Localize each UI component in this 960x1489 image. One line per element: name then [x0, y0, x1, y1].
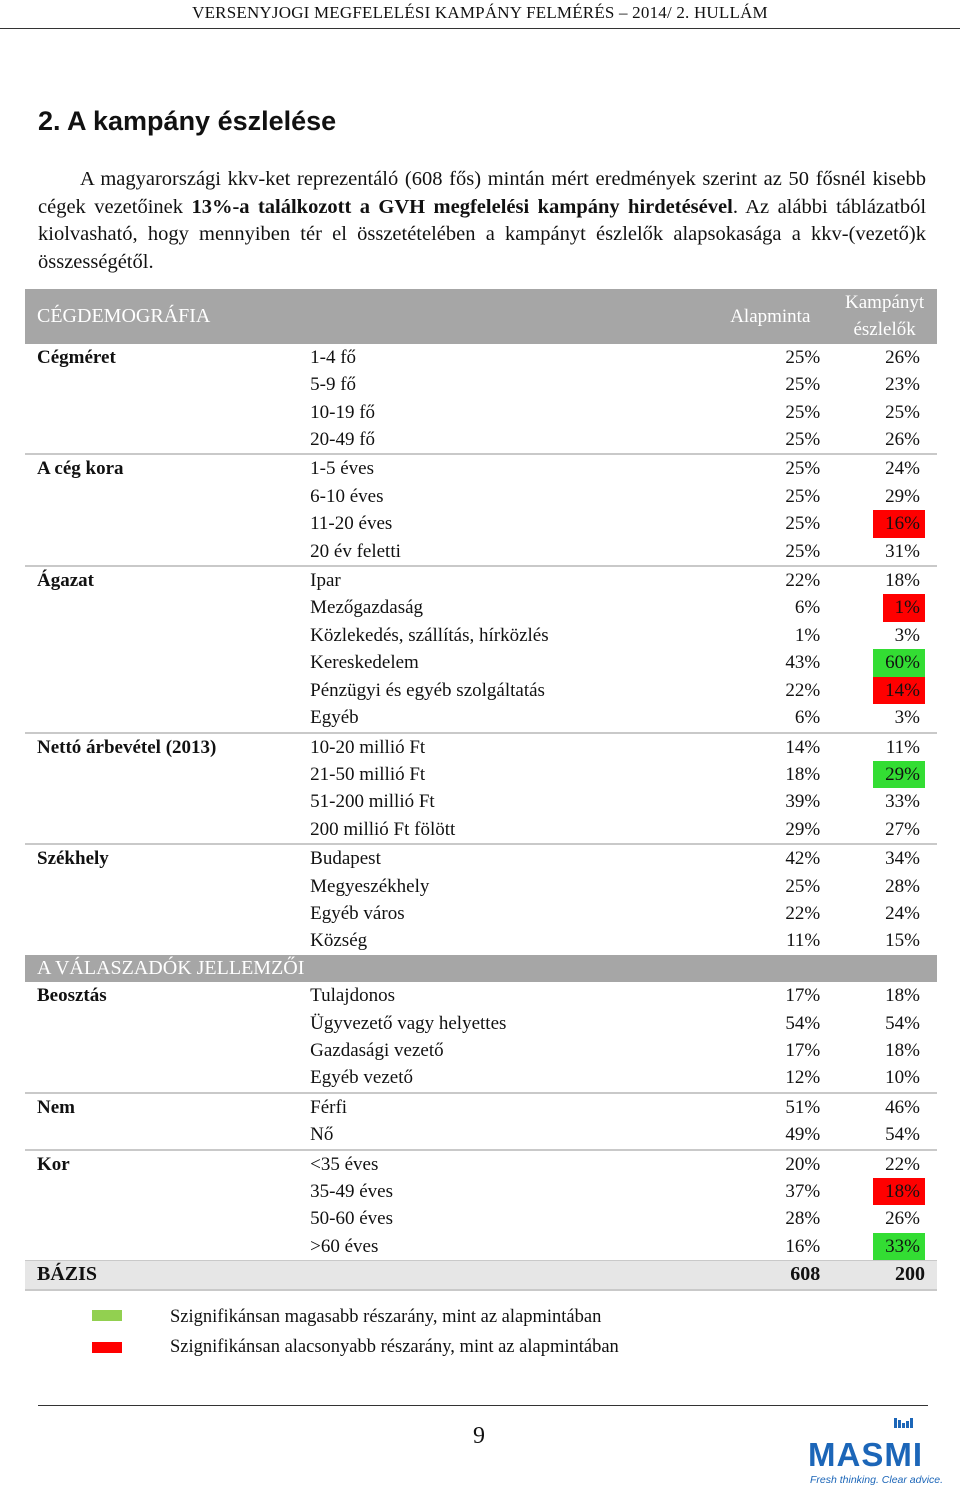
row-category — [25, 594, 298, 621]
row-seen-value: 18% — [885, 1039, 920, 1061]
row-seen-cell — [832, 344, 937, 371]
row-category: Nettó árbevétel (2013) — [25, 733, 298, 761]
row-seen-value: 22% — [885, 1153, 920, 1175]
row-label: Tulajdonos — [310, 985, 395, 1007]
demographics-table — [25, 289, 937, 1291]
logo-wordmark: MASMI — [808, 1436, 923, 1473]
row-seen-cell — [832, 483, 937, 510]
table-header-seen-line2: észlelők — [853, 319, 916, 341]
row-category — [25, 622, 298, 649]
legend-green-arrow-icon — [122, 1310, 132, 1320]
row-label: 1-4 fő — [310, 346, 357, 368]
row-base-value: 18% — [785, 763, 821, 785]
subheader-filler — [708, 955, 937, 982]
row-base-value: 17% — [785, 1039, 821, 1061]
row-label: Nő — [310, 1124, 334, 1146]
row-label: 11-20 éves — [310, 513, 393, 535]
page-number: 9 — [473, 1423, 485, 1449]
row-seen-cell — [832, 927, 937, 954]
row-seen-value: 60% — [873, 649, 925, 676]
table-row — [25, 816, 937, 844]
legend-red-arrow-icon — [122, 1342, 132, 1352]
running-header: VERSENYJOGI MEGFELELÉSI KAMPÁNY FELMÉRÉS – 2014/ 2. HULLÁM — [0, 0, 960, 29]
row-seen-value: 54% — [885, 1124, 920, 1146]
row-base-value: 25% — [785, 401, 821, 423]
row-base-value: 25% — [785, 374, 821, 396]
table-row — [25, 566, 937, 594]
row-category: Kor — [25, 1150, 298, 1178]
basis-base: 608 — [708, 1261, 832, 1290]
table-row — [25, 454, 937, 482]
row-label: Budapest — [298, 844, 708, 872]
row-base-value: 25% — [785, 429, 821, 451]
row-seen-cell — [832, 538, 937, 566]
row-seen-cell — [832, 788, 937, 815]
row-seen-cell — [832, 454, 937, 482]
row-seen-cell — [832, 1178, 937, 1205]
table-row — [25, 900, 937, 927]
row-base-value: 14% — [708, 733, 832, 761]
row-base-value: 49% — [785, 1124, 821, 1146]
row-category — [25, 1121, 298, 1149]
row-seen-cell — [832, 1205, 937, 1232]
row-seen-value: 14% — [873, 677, 925, 704]
row-seen-cell — [832, 510, 937, 537]
row-seen-cell — [832, 649, 937, 676]
row-label: Ipar — [298, 566, 708, 594]
row-base-value: 6% — [794, 707, 821, 729]
row-label: Pénzügyi és egyéb szolgáltatás — [310, 679, 545, 701]
row-seen-cell — [832, 733, 937, 761]
row-seen-value: 11% — [885, 736, 920, 758]
row-seen-cell — [832, 371, 937, 398]
paragraph-bold: 13%-a találkozott a GVH megfelelési kampány hirdetésével — [191, 195, 733, 218]
table-row — [25, 399, 937, 426]
row-category: Nem — [25, 1093, 298, 1121]
basis-row — [25, 1261, 937, 1290]
row-seen-value: 29% — [873, 761, 925, 788]
row-base-value: 6% — [794, 597, 821, 619]
table-row — [25, 844, 937, 872]
row-category — [25, 704, 298, 732]
row-seen-value: 26% — [885, 346, 920, 368]
row-label: 10-20 millió Ft — [298, 733, 708, 761]
row-base-value: 42% — [708, 844, 832, 872]
table-row — [25, 538, 937, 566]
row-seen-value: 27% — [885, 818, 920, 840]
row-label: Gazdasági vezető — [310, 1039, 444, 1061]
row-label: Ügyvezető vagy helyettes — [310, 1012, 507, 1034]
row-category: Ágazat — [25, 566, 298, 594]
row-base-value: 25% — [785, 346, 821, 368]
table-header-seen — [832, 289, 937, 344]
table-row — [25, 344, 937, 371]
row-category — [25, 1205, 298, 1232]
row-seen-value: 24% — [885, 902, 920, 924]
row-seen-cell — [832, 816, 937, 844]
table-row — [25, 927, 937, 954]
row-seen-value: 23% — [885, 374, 920, 396]
row-category — [25, 788, 298, 815]
row-category — [25, 426, 298, 454]
demographics-table-body — [25, 289, 937, 1290]
row-label: 6-10 éves — [310, 485, 384, 507]
row-seen-value: 34% — [885, 848, 920, 870]
row-seen-cell — [832, 900, 937, 927]
row-label: 21-50 millió Ft — [310, 763, 426, 785]
row-base-value: 25% — [708, 454, 832, 482]
basis-label: BÁZIS — [25, 1261, 708, 1290]
row-label: 51-200 millió Ft — [310, 791, 435, 813]
row-seen-cell — [832, 566, 937, 594]
row-seen-value: 33% — [885, 791, 920, 813]
row-base-value: 17% — [785, 985, 821, 1007]
row-seen-value: 46% — [885, 1096, 920, 1118]
table-row — [25, 510, 937, 537]
row-category: Székhely — [25, 844, 298, 872]
table-row — [25, 1010, 937, 1037]
row-seen-cell — [832, 1150, 937, 1178]
row-label: Kereskedelem — [310, 652, 419, 674]
legend-green-swatch — [92, 1310, 122, 1321]
row-base-value: 11% — [786, 930, 821, 952]
row-base-value: 12% — [785, 1067, 821, 1089]
table-row — [25, 761, 937, 788]
row-category: Beosztás — [37, 985, 107, 1007]
row-label: 20-49 fő — [310, 429, 376, 451]
row-base-value: 43% — [785, 652, 821, 674]
row-seen-cell — [832, 1121, 937, 1149]
row-category — [25, 1178, 298, 1205]
table-row — [25, 1233, 937, 1261]
row-base-value: 51% — [708, 1093, 832, 1121]
row-label: Közlekedés, szállítás, hírközlés — [310, 624, 549, 646]
row-seen-value: 3% — [894, 707, 920, 729]
table-row — [25, 873, 937, 900]
table-row — [25, 483, 937, 510]
row-seen-cell — [832, 873, 937, 900]
row-seen-cell — [832, 1093, 937, 1121]
table-row — [25, 1205, 937, 1232]
row-base-value: 22% — [785, 679, 821, 701]
row-category — [25, 510, 298, 537]
table-row — [25, 677, 937, 704]
table-row — [25, 1037, 937, 1064]
row-label: Megyeszékhely — [310, 875, 430, 897]
row-label: 1-5 éves — [298, 454, 708, 482]
row-category — [25, 538, 298, 566]
row-base-value: 54% — [785, 1012, 821, 1034]
row-seen-value: 18% — [873, 1178, 925, 1205]
section-heading: 2. A kampány észlelése — [38, 106, 337, 136]
row-base-value: 25% — [785, 485, 821, 507]
paragraph-part2: . Az alábbi táblázatból kiolvasható, hogy mennyiben tér el összetételében a kampányt észlelők alapsokasága a kkv-(vezető)k összességétől. — [38, 195, 927, 273]
row-seen-value: 33% — [873, 1233, 925, 1260]
row-label: 50-60 éves — [310, 1208, 393, 1230]
table-row — [25, 1121, 937, 1149]
row-seen-cell — [832, 1037, 937, 1064]
row-seen-cell — [832, 1010, 937, 1037]
row-base-value: 1% — [794, 624, 821, 646]
row-category — [25, 761, 298, 788]
row-seen-value: 28% — [885, 875, 920, 897]
row-category — [25, 900, 298, 927]
row-seen-value: 31% — [885, 540, 920, 562]
row-seen-value: 54% — [885, 1012, 920, 1034]
row-seen-value: 16% — [873, 510, 925, 537]
row-label: >60 éves — [310, 1235, 379, 1257]
row-label: 10-19 fő — [310, 401, 376, 423]
row-category — [25, 1233, 298, 1261]
row-base-value: 39% — [785, 791, 821, 813]
row-seen-cell — [832, 1233, 937, 1261]
row-seen-value: 18% — [885, 985, 920, 1007]
table-header-row — [25, 289, 937, 344]
table-row — [25, 704, 937, 732]
row-category — [25, 927, 298, 954]
row-category: Cégméret — [37, 346, 116, 368]
row-base-value: 29% — [785, 818, 821, 840]
table-row — [25, 1064, 937, 1092]
row-base-value: 25% — [785, 875, 821, 897]
row-label: Egyéb — [310, 707, 359, 729]
row-base-value: 20% — [708, 1150, 832, 1178]
row-base-value: 25% — [785, 513, 821, 535]
row-category — [25, 649, 298, 676]
row-label: 5-9 fő — [310, 374, 357, 396]
row-seen-value: 18% — [885, 570, 920, 592]
row-label: Mezőgazdaság — [310, 597, 424, 619]
table-header-seen-line1: Kampányt — [845, 292, 925, 313]
table-header-base: Alapminta — [708, 289, 832, 344]
footer-divider — [38, 1405, 928, 1406]
row-seen-cell — [832, 704, 937, 732]
basis-seen: 200 — [832, 1261, 937, 1290]
row-seen-value: 15% — [885, 930, 920, 952]
row-base-value: 22% — [708, 566, 832, 594]
row-seen-value: 1% — [883, 594, 925, 621]
table-row — [25, 1150, 937, 1178]
row-seen-cell — [832, 982, 937, 1009]
row-category — [25, 483, 298, 510]
row-seen-cell — [832, 426, 937, 454]
row-label: 35-49 éves — [310, 1181, 393, 1202]
row-category: A cég kora — [25, 454, 298, 482]
paragraph-part1: A magyarországi kkv-ket reprezentáló (608 fős) mintán mért eredmények szerint az 50 fősnél kisebb cégek vezetőinek — [38, 168, 926, 218]
row-base-value: 16% — [785, 1235, 821, 1257]
row-base-value: 37% — [785, 1181, 821, 1202]
table-row — [25, 622, 937, 649]
table-row — [25, 426, 937, 454]
row-category — [25, 1037, 298, 1064]
row-seen-cell — [832, 399, 937, 426]
row-seen-cell — [832, 594, 937, 621]
row-label: Egyéb vezető — [310, 1067, 414, 1089]
table-header-section: CÉGDEMOGRÁFIA — [25, 289, 708, 344]
logo-tagline: Fresh thinking. Clear advice. — [810, 1474, 944, 1486]
row-base-value: 25% — [785, 540, 821, 562]
row-category — [25, 1064, 298, 1092]
row-category — [25, 399, 298, 426]
row-label: <35 éves — [298, 1150, 708, 1178]
row-seen-cell — [832, 761, 937, 788]
subheader-row — [25, 955, 937, 982]
row-seen-value: 29% — [885, 485, 920, 507]
row-base-value: 22% — [785, 902, 821, 924]
row-base-value: 28% — [785, 1208, 821, 1230]
row-category — [25, 873, 298, 900]
row-label: 20 év feletti — [310, 540, 401, 562]
table-row — [25, 594, 937, 621]
row-seen-value: 10% — [885, 1067, 920, 1089]
row-category — [25, 371, 298, 398]
table-row — [25, 733, 937, 761]
row-seen-cell — [832, 844, 937, 872]
row-seen-value: 26% — [885, 1208, 920, 1230]
row-seen-value: 26% — [885, 429, 920, 451]
table-row — [25, 788, 937, 815]
row-category — [25, 1010, 298, 1037]
table-row — [25, 649, 937, 676]
table-row — [25, 1093, 937, 1121]
row-label: 200 millió Ft fölött — [310, 818, 456, 840]
row-seen-cell — [832, 622, 937, 649]
row-seen-cell — [832, 1064, 937, 1092]
intro-paragraph — [38, 166, 926, 276]
row-seen-value: 3% — [894, 624, 920, 646]
row-label: Község — [310, 930, 368, 952]
subheader-label: A VÁLASZADÓK JELLEMZŐI — [25, 955, 708, 982]
table-row — [25, 371, 937, 398]
row-seen-cell — [832, 677, 937, 704]
row-category — [25, 816, 298, 844]
legend-higher-label: Szignifikánsan magasabb részarány, mint az alapmintában — [170, 1307, 602, 1327]
table-row — [25, 982, 937, 1009]
row-seen-value: 24% — [885, 458, 920, 480]
row-label: Egyéb város — [310, 902, 405, 924]
legend-red-swatch — [92, 1342, 122, 1353]
row-category — [25, 677, 298, 704]
legend-lower-label: Szignifikánsan alacsonyabb részarány, mint az alapmintában — [170, 1337, 619, 1357]
row-label: Férfi — [298, 1093, 708, 1121]
table-row — [25, 1178, 937, 1205]
row-seen-value: 25% — [885, 401, 920, 423]
